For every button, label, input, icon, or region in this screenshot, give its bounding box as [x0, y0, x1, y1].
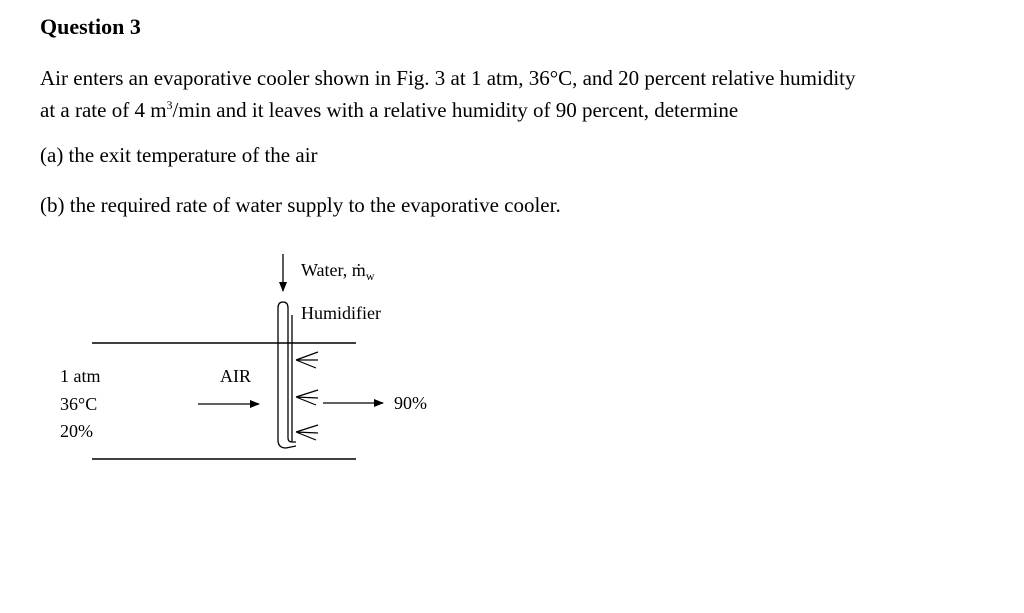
problem-text-line1: Air enters an evaporative cooler shown in Fig. 3 at 1 atm, 36°C, and 20 percent relative humidity	[40, 66, 856, 90]
air-label: AIR	[220, 366, 251, 386]
question-heading: Question 3	[40, 14, 141, 39]
part-a: (a) the exit temperature of the air	[40, 143, 318, 167]
inlet-pressure-label: 1 atm	[60, 366, 101, 386]
problem-text-line2b: /min and it leaves with a relative humidity of 90 percent, determine	[172, 98, 739, 122]
part-b: (b) the required rate of water supply to the evaporative cooler.	[40, 193, 561, 217]
inlet-temperature-label: 36°C	[60, 394, 98, 414]
spray-nozzle	[296, 425, 318, 440]
spray-nozzle	[296, 352, 318, 368]
humidifier-label: Humidifier	[301, 303, 381, 323]
exit-humidity-label: 90%	[394, 393, 427, 413]
cubic-superscript: 3	[166, 98, 173, 112]
spray-nozzle	[296, 390, 318, 405]
humidifier-tube	[278, 302, 296, 448]
water-label: Water, ṁ$_w$	[301, 260, 375, 283]
inlet-humidity-label: 20%	[60, 421, 93, 441]
problem-text-line2a: at a rate of 4 m	[40, 98, 167, 122]
